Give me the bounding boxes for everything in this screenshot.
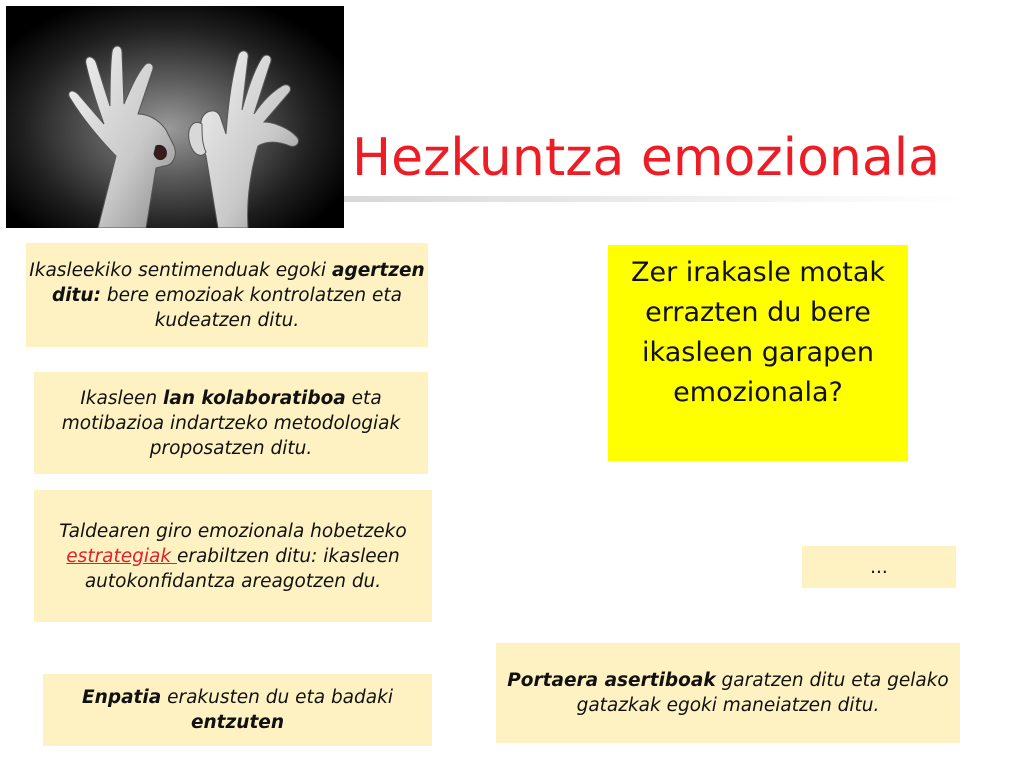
trait-box-collaborative xyxy=(34,372,428,474)
hands-photo xyxy=(6,6,344,228)
trait-box-empathy xyxy=(43,674,432,746)
trait-box-strategies xyxy=(34,490,432,622)
hands-mouth-ear-icon xyxy=(6,6,344,228)
question-box xyxy=(608,245,908,461)
page-title: Hezkuntza emozionala xyxy=(352,128,941,188)
trait-box-more xyxy=(802,546,956,588)
trait-text: Taldearen giro emozionala hobetzeko estrategiak erabiltzen ditu: ikasleen autokonfidantza areagotzen du. xyxy=(59,520,407,592)
trait-box-feelings xyxy=(26,243,428,347)
trait-box-assertive xyxy=(496,643,960,743)
question-text: Zer irakasle motak errazten du bere ikasleen garapen emozionala? xyxy=(631,257,885,408)
strategies-link[interactable]: estrategiak xyxy=(66,545,177,567)
trait-text: Ikasleen lan kolaboratiboa eta motibazioa indartzeko metodologiak proposatzen ditu. xyxy=(61,387,401,459)
trait-text: Portaera asertiboak garatzen ditu eta gelako gatazkak egoki maneiatzen ditu. xyxy=(507,670,949,716)
ellipsis-text: ... xyxy=(870,556,888,578)
trait-text: Enpatia erakusten du eta badaki entzuten xyxy=(82,687,393,733)
trait-text: Ikasleekiko sentimenduak egoki agertzen ditu: bere emozioak kontrolatzen eta kudeatzen ditu. xyxy=(29,259,425,331)
